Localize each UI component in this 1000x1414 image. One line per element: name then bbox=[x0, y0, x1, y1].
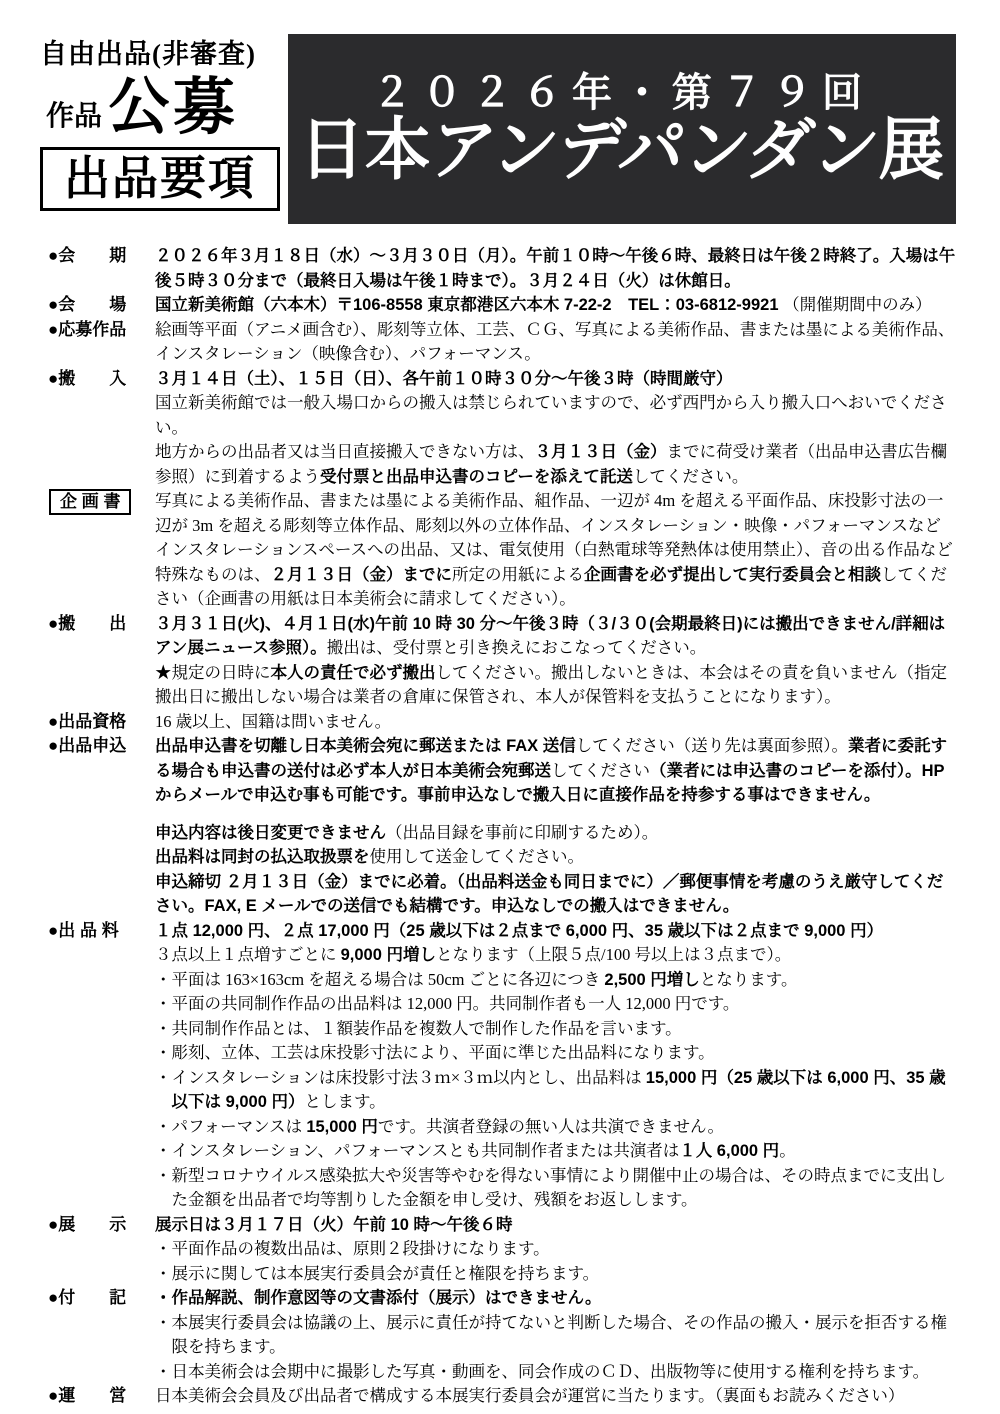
text-run: ３月３１日(火)、４月１日(水)午前 10 時 30 分～午後３時（３/３０(会期最終日)には搬出できません/詳細はアン展ニュース参照）。 bbox=[155, 614, 946, 657]
text-run: ・新型コロナウイルス感染拡大や災害等やむを得ない事情により開催中止の場合は、その時点までに支出した金額を出品者で均等割りした金額を申し受け、残額をお返しします。 bbox=[155, 1165, 947, 1209]
section-content bbox=[155, 1286, 956, 1384]
text-run: してください（企画書の用紙は日本美術会に請求してください）。 bbox=[155, 564, 947, 608]
section-label: ●会 場 bbox=[48, 295, 127, 314]
section-label: ●出品申込 bbox=[48, 736, 127, 755]
text-run: ・平面は 163×163cm を超える場合は 50cm ごとに各辺につき bbox=[155, 969, 605, 989]
text-run: （出品目録を事前に印刷するため）。 bbox=[386, 822, 659, 842]
paragraph bbox=[155, 391, 956, 440]
section-label: ●応募作品 bbox=[48, 319, 127, 339]
paragraph bbox=[155, 1237, 956, 1262]
free-entry-label: 自由出品(非審査) bbox=[40, 39, 256, 69]
paragraph bbox=[155, 821, 956, 846]
section-content bbox=[155, 293, 956, 318]
text-run: ２０２６年３月１８日（水）～３月３０日（月）。午前１０時～午後６時、最終日は午後２時終了。入場は午後５時３０分まで（最終日入場は午後１時まで）。３月２４日（火）は休館日。 bbox=[155, 247, 956, 290]
paragraph bbox=[155, 710, 956, 735]
paragraph bbox=[155, 440, 956, 489]
section-content bbox=[155, 919, 956, 1213]
text-run: 15,000 円（25 歳以下は 6,000 円、35 歳以下は 9,000 円） bbox=[171, 1068, 946, 1111]
text-run: ・インスタレーションは床投影寸法３ｍ×３ｍ以内とし、出品料は bbox=[155, 1067, 646, 1087]
section-content bbox=[155, 244, 956, 293]
section-row bbox=[48, 1213, 956, 1287]
text-run: ・作品解説、制作意図等の文書添付（展示）はできません。 bbox=[155, 1289, 602, 1307]
open-call-label: 公募 bbox=[108, 74, 239, 142]
paragraph bbox=[155, 943, 956, 968]
text-run: 申込内容は後日変更できません bbox=[155, 823, 386, 842]
banner-name-katakana: アンデパンダン bbox=[425, 112, 885, 189]
paragraph bbox=[155, 293, 956, 318]
text-run: ★規定の日時に bbox=[155, 662, 271, 682]
text-run: ・平面作品の複数出品は、原則２段掛けになります。 bbox=[155, 1239, 550, 1258]
text-run: ３点以上１点増すごとに bbox=[155, 945, 341, 964]
paragraph bbox=[155, 1066, 956, 1115]
section-label: ●運 営 bbox=[48, 1386, 127, 1405]
text-run: 所定の用紙による bbox=[452, 564, 584, 584]
text-run: 15,000 円 bbox=[306, 1117, 378, 1136]
section-content bbox=[155, 1384, 956, 1409]
text-run: してください bbox=[551, 760, 650, 780]
text-run: 国立新美術館では一般入場口からの搬入は禁じられていますので、必ず西門から入り搬入口へおいでください。 bbox=[155, 393, 947, 437]
text-run: 。 bbox=[779, 1141, 796, 1160]
section-label: ●会 期 bbox=[48, 246, 127, 265]
section-label: ●付 記 bbox=[48, 1288, 127, 1307]
section-label-cell bbox=[48, 293, 155, 318]
text-run: 本人の責任で必ず搬出 bbox=[270, 663, 436, 682]
text-run: ・展示に関しては本展実行委員会が責任と権限を持ちます。 bbox=[155, 1263, 600, 1283]
text-run: してください（送り先は裏面参照）。 bbox=[575, 736, 849, 755]
banner-name-prefix: 日本 bbox=[299, 112, 431, 189]
text-run: ・彫刻、立体、工芸は床投影寸法により、平面に準じた出品料になります。 bbox=[155, 1043, 715, 1062]
section-content bbox=[155, 734, 956, 919]
paragraph bbox=[155, 1384, 956, 1409]
paragraph bbox=[155, 1041, 956, 1066]
section-row bbox=[48, 244, 956, 293]
section-label-cell bbox=[48, 367, 155, 392]
text-run: となります。 bbox=[699, 969, 798, 989]
text-run: してください。 bbox=[632, 466, 749, 486]
text-run: １点 12,000 円、２点 17,000 円（25 歳以下は２点まで 6,000 円、35 歳以下は２点まで 9,000 円） bbox=[155, 921, 884, 940]
text-run: ・本展実行委員会は協議の上、展示に責任が持てないと判断した場合、その作品の搬入・展示を拒否する権限を持ちます。 bbox=[155, 1312, 947, 1356]
text-run: 業者に委託する場合も申込書の送付は必ず本人が日本美術会宛郵送 bbox=[155, 737, 948, 780]
text-run: ３月１４日（土）、１５日（日）、各午前１０時３０分～午後３時（時間厳守） bbox=[155, 369, 733, 388]
text-run: 使用して送金してください。 bbox=[369, 847, 584, 866]
paragraph bbox=[155, 919, 956, 944]
text-run: （業者には申込書のコピーを添付）。 bbox=[650, 761, 922, 780]
paragraph bbox=[155, 244, 956, 293]
section-label-cell bbox=[48, 244, 155, 269]
paragraph bbox=[155, 1360, 956, 1385]
section-label-cell bbox=[48, 489, 155, 515]
text-run: 出品申込書を切離し日本美術会宛に郵送または FAX 送信 bbox=[155, 737, 576, 755]
section-label-cell bbox=[48, 919, 155, 944]
text-run: ・平面の共同制作作品の出品料は 12,000 円。共同制作者も一人 12,000 円です。 bbox=[155, 994, 740, 1013]
text-run: 搬出は、受付票と引き換えにおこなってください。 bbox=[326, 638, 707, 657]
text-run: してください。搬出しないときは、本会はその責を負いません（指定搬出日に搬出しない場合は業者の倉庫に保管され、本人が保管料を支払うことになります）。 bbox=[155, 662, 947, 706]
section-label: ●展 示 bbox=[48, 1214, 127, 1234]
paragraph bbox=[155, 734, 956, 808]
page-header bbox=[40, 32, 956, 228]
section-label-cell bbox=[48, 734, 155, 759]
section-row bbox=[48, 318, 956, 367]
text-run: １人 6,000 円 bbox=[679, 1142, 780, 1160]
section-row bbox=[48, 919, 956, 1213]
section-row bbox=[48, 710, 956, 735]
text-run: までに荷受け業者（出品申込書広告欄参照）に到着するよう bbox=[155, 442, 947, 486]
text-run: （開催期間中のみ） bbox=[783, 295, 932, 314]
section-row bbox=[48, 293, 956, 318]
paragraph bbox=[155, 367, 956, 392]
section-label-cell bbox=[48, 1213, 155, 1238]
section-content bbox=[155, 489, 956, 612]
banner-year-line: ２０２６年・第７９回 bbox=[372, 71, 872, 116]
text-run: ・パフォーマンスは bbox=[155, 1116, 307, 1136]
paragraph bbox=[155, 870, 956, 919]
text-run: 9,000 円増し bbox=[340, 946, 436, 964]
section-label: 企 画 書 bbox=[49, 489, 131, 515]
text-run: HP からメールで申込む事も可能です。事前申込なしで搬入日に直接作品を持参する事はできません。 bbox=[155, 761, 945, 804]
text-run: ・共同制作作品とは、１額装作品を複数人で制作した作品を言います。 bbox=[155, 1018, 682, 1038]
text-run: 申込締切 ２月１３日（金）までに必着。（出品料送金も同日までに）／郵便事情を考慮のうえ厳守してください。FAX, E メールでの送信でも結構です。申込なしでの搬入はできません。 bbox=[155, 872, 944, 915]
paragraph bbox=[155, 1164, 956, 1213]
exhibition-title-banner bbox=[288, 34, 956, 224]
text-run: ・インスタレーション、パフォーマンスとも共同制作者または共演者は bbox=[155, 1141, 680, 1160]
banner-name-suffix: 展 bbox=[878, 112, 945, 189]
section-row bbox=[48, 612, 956, 710]
section-content bbox=[155, 318, 956, 367]
text-run: 国立新美術館（六本木）〒106-8558 東京都港区六本木 7-22-2 TEL：03-6812-9921 bbox=[155, 296, 784, 314]
section-row bbox=[48, 489, 956, 612]
section-label-cell bbox=[48, 1286, 155, 1311]
text-run: 16 歳以上、国籍は問いません。 bbox=[155, 711, 392, 731]
sections-list bbox=[48, 244, 956, 1409]
paragraph bbox=[155, 661, 956, 710]
header-left-block bbox=[40, 32, 285, 211]
paragraph bbox=[155, 1115, 956, 1140]
text-run: 出品料は同封の払込取扱票を bbox=[155, 848, 370, 866]
text-run: 企画書を必ず提出して実行委員会と相談 bbox=[584, 565, 881, 584]
section-label: ●搬 出 bbox=[48, 613, 127, 633]
section-row bbox=[48, 734, 956, 919]
text-run: 展示日は３月１７日（火）午前 10 時～午後６時 bbox=[155, 1215, 513, 1234]
paragraph bbox=[155, 1213, 956, 1238]
text-run: ３月１３日（金） bbox=[534, 443, 667, 461]
text-run: 受付票と出品申込書のコピーを添えて託送 bbox=[320, 467, 633, 486]
section-row bbox=[48, 1384, 956, 1409]
paragraph bbox=[155, 992, 956, 1017]
text-run: 2,500 円増し bbox=[604, 970, 700, 989]
paragraph bbox=[155, 845, 956, 870]
section-content bbox=[155, 710, 956, 735]
section-label-cell bbox=[48, 612, 155, 637]
text-run: 日本美術会会員及び出品者で構成する本展実行委員会が運営に当たります。（裏面もお読みください） bbox=[155, 1386, 905, 1405]
text-run: 地方からの出品者又は当日直接搬入できない方は、 bbox=[155, 442, 535, 461]
paragraph bbox=[155, 1286, 956, 1311]
paragraph bbox=[155, 612, 956, 661]
banner-exhibition-name bbox=[299, 112, 945, 189]
text-run: ２月１３日（金）までに bbox=[270, 565, 452, 584]
section-row bbox=[48, 1286, 956, 1384]
text-run: です。共演者登録の無い人は共演できません。 bbox=[377, 1116, 725, 1136]
section-content bbox=[155, 1213, 956, 1287]
section-content bbox=[155, 367, 956, 490]
section-content bbox=[155, 612, 956, 710]
works-label: 作品 bbox=[46, 101, 103, 132]
paragraph bbox=[155, 1311, 956, 1360]
paragraph bbox=[155, 318, 956, 367]
paragraph bbox=[155, 1017, 956, 1042]
text-run: ・日本美術会は会期中に撮影した写真・動画を、同会作成のＣＤ、出版物等に使用する権利を持ちます。 bbox=[155, 1361, 930, 1381]
paragraph bbox=[155, 1262, 956, 1287]
paragraph bbox=[155, 1139, 956, 1164]
section-label: ●搬 入 bbox=[48, 368, 127, 388]
text-run: とします。 bbox=[304, 1092, 386, 1111]
section-label-cell bbox=[48, 1384, 155, 1409]
section-label-cell bbox=[48, 710, 155, 735]
text-run: 絵画等平面（アニメ画含む）、彫刻等立体、工芸、ＣＧ、写真による美術作品、書または墨による美術作品、インスタレーション（映像含む）、パフォーマンス。 bbox=[155, 319, 955, 363]
entry-guidelines-box: 出品要項 bbox=[40, 147, 280, 211]
section-label: ●出品資格 bbox=[48, 711, 127, 731]
public-offering-row bbox=[40, 73, 285, 142]
paragraph bbox=[155, 489, 956, 612]
text-run: となります（上限５点/100 号以上は３点まで）。 bbox=[436, 945, 792, 964]
paragraph bbox=[155, 968, 956, 993]
paragraph-spacer bbox=[155, 808, 956, 821]
section-label: ●出 品 料 bbox=[48, 920, 119, 940]
section-row bbox=[48, 367, 956, 490]
section-label-cell bbox=[48, 318, 155, 343]
text-run: 写真による美術作品、書または墨による美術作品、組作品、一辺が 4m を超える平面作品、床投影寸法の一辺が 3m を超える彫刻等立体作品、彫刻以外の立体作品、インスタレーション・映像・パフォーマンスなどインスタレーションスペースへの出品、又は、電気使用（白熱電球等発熱体は使用禁止）、音の出る作品など特殊なものは、 bbox=[155, 491, 953, 584]
